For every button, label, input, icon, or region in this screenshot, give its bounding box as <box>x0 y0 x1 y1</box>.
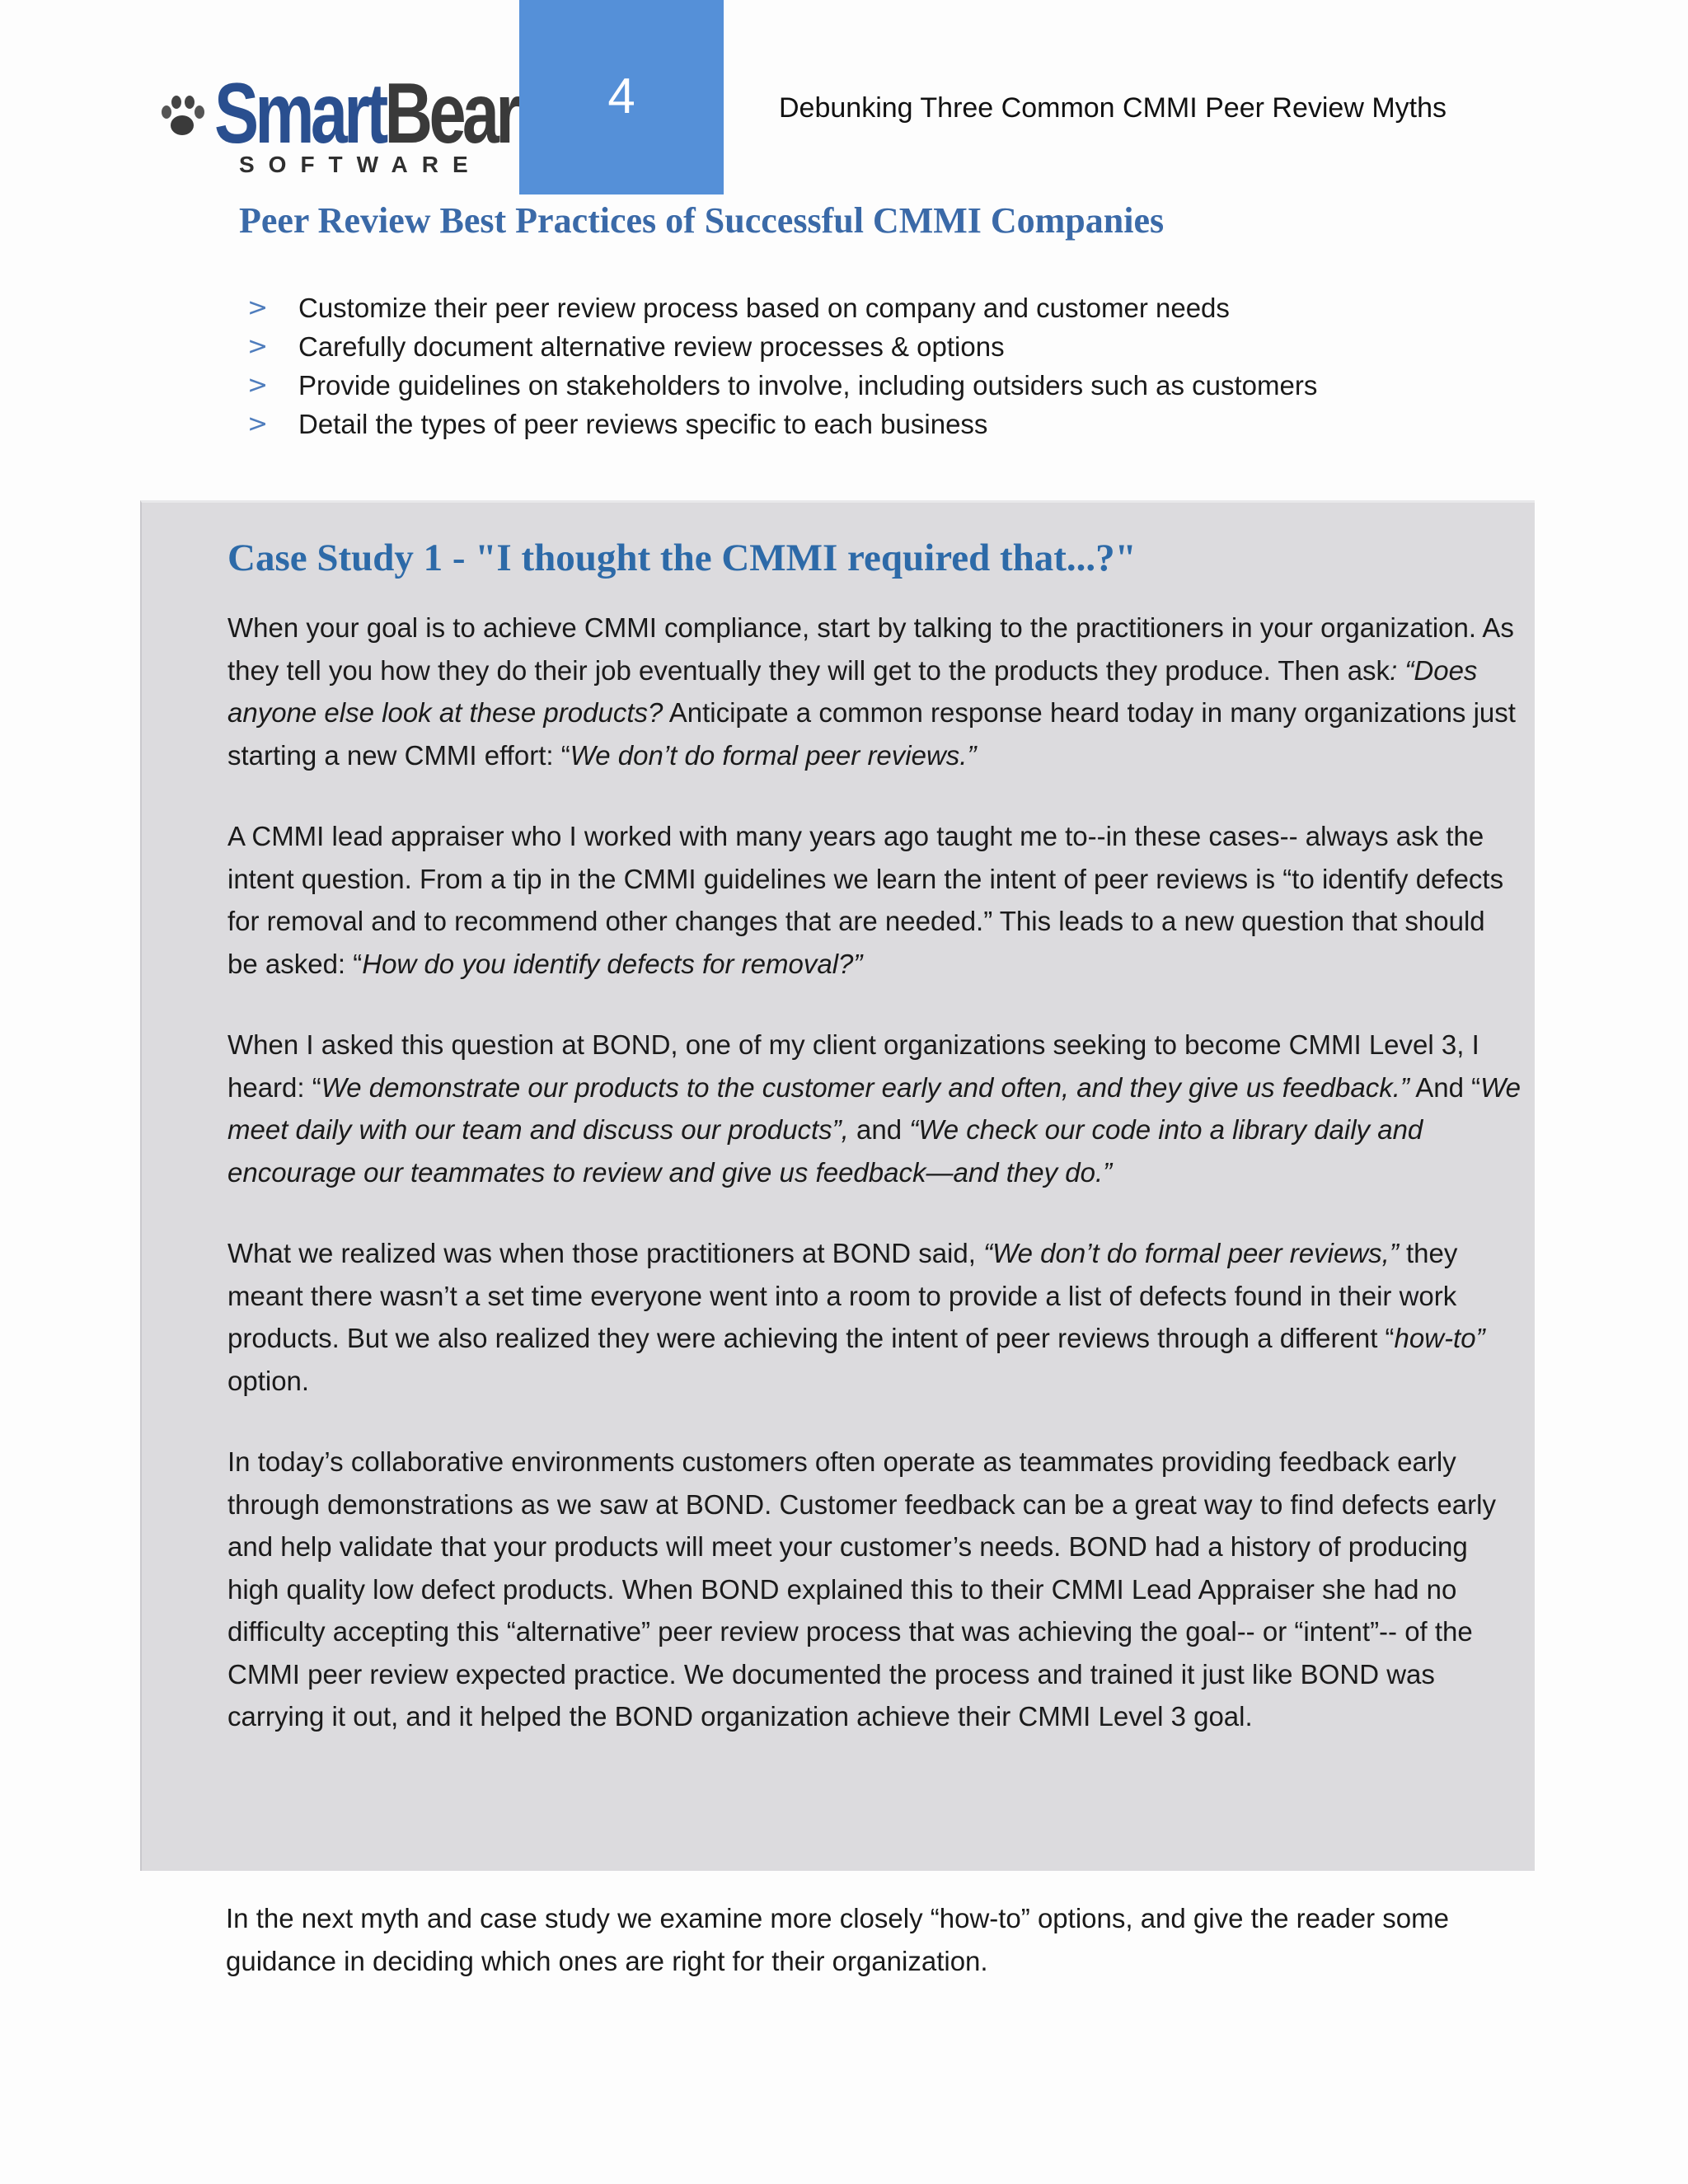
chevron-right-icon: > <box>247 410 269 438</box>
page-number-tab <box>519 0 724 194</box>
italic-run: We demonstrate our products to the customer early and often, and they give us feedback.” <box>321 1071 1409 1103</box>
text-run: option. <box>227 1365 310 1396</box>
text-run: What we realized was when those practitioners at BOND said, <box>227 1238 984 1268</box>
list-item <box>247 366 1317 405</box>
text-run: they meant there wasn’t a set time everyone went into a room to provide a list of defects found in their work products. But we also realized they were achieving the intent of peer reviews through a different “ <box>227 1238 1458 1353</box>
best-practices-heading: Peer Review Best Practices of Successful CMMI Companies <box>239 200 1165 241</box>
logo-wordmark <box>214 66 518 162</box>
case-study-paragraph <box>227 1024 1522 1193</box>
italic-run: “We don’t do formal peer reviews,” <box>983 1238 1399 1268</box>
italic-run: We meet daily with our team and discuss our products”, <box>227 1071 1522 1145</box>
text-run: In today’s collaborative environments customers often operate as teammates providing feedback early through demonstrations as we saw at BOND. Customer feedback can be a great way to find defects early and help validate that your products will meet your customer’s needs. BOND had a history of producing high quality low defect products. When BOND explained this to their CMMI Lead Appraiser she had no difficulty accepting this “alternative” peer review process that was achieving the goal-- or “intent”-- of the CMMI peer review expected practice. We documented the process and trained it just like BOND was carrying it out, and it helped the BOND organization achieve their CMMI Level 3 goal. <box>227 1446 1496 1732</box>
chevron-right-icon: > <box>247 371 269 400</box>
italic-run: How do you identify defects for removal?” <box>362 948 863 979</box>
case-study-paragraph <box>227 607 1522 776</box>
text-run: and <box>848 1114 910 1145</box>
logo-wordmark-bear: Bear <box>384 66 518 162</box>
case-study-heading: Case Study 1 - "I thought the CMMI required that...?" <box>227 537 1137 579</box>
italic-run: how-to” <box>1394 1323 1485 1353</box>
case-study-paragraph <box>227 1441 1522 1738</box>
italic-run: : “Does anyone else look at these products? <box>227 654 1478 728</box>
logo-wordmark-smart: Smart <box>214 66 385 162</box>
closing-paragraph: In the next myth and case study we examine more closely “how-to” options, and give the reader some guidance in deciding which ones are right for their organization. <box>226 1903 1449 1976</box>
text-run: When I asked this question at BOND, one of my client organizations seeking to become CMMI Level 3, I heard: “ <box>227 1029 1479 1103</box>
list-item <box>247 327 1317 366</box>
case-study-box <box>140 500 1535 1871</box>
chevron-right-icon: > <box>247 332 269 361</box>
list-item-text: Customize their peer review process based on company and customer needs <box>298 292 1230 323</box>
list-item-text: Detail the types of peer reviews specific to each business <box>298 408 988 439</box>
italic-run: We don’t do formal peer reviews.” <box>570 739 977 771</box>
text-run: A CMMI lead appraiser who I worked with many years ago taught me to--in these cases-- always ask the intent question. From a tip in the CMMI guidelines we learn the intent of peer reviews is “to identify defects for removal and to recommend other changes that are needed.” This leads to a new question that should be asked: “ <box>227 821 1504 979</box>
text-run: When your goal is to achieve CMMI compliance, start by talking to the practitioners in your organization. As they tell you how they do their job eventually they will get to the products they produce. Then ask <box>227 612 1514 686</box>
page-number: 4 <box>607 68 635 124</box>
list-item-text: Carefully document alternative review processes & options <box>298 330 1005 362</box>
text-run: And “ <box>1409 1071 1481 1103</box>
case-study-paragraph <box>227 1232 1522 1402</box>
logo-subtitle: SOFTWARE <box>239 152 482 177</box>
list-item <box>247 288 1317 327</box>
smartbear-logo <box>157 66 518 183</box>
paw-print-icon <box>157 92 208 143</box>
case-study-body <box>227 607 1522 1777</box>
case-study-paragraph <box>227 815 1522 985</box>
italic-run: “We check our code into a library daily and encourage our teammates to review and give us feedback—and they do.” <box>227 1114 1423 1188</box>
best-practices-list <box>247 288 1317 443</box>
chevron-right-icon: > <box>247 293 269 322</box>
list-item-text: Provide guidelines on stakeholders to involve, including outsiders such as customers <box>298 369 1318 401</box>
text-run: Anticipate a common response heard today in many organizations just starting a new CMMI effort: “ <box>227 697 1516 771</box>
document-title: Debunking Three Common CMMI Peer Review Myths <box>779 92 1447 124</box>
list-item <box>247 405 1317 443</box>
